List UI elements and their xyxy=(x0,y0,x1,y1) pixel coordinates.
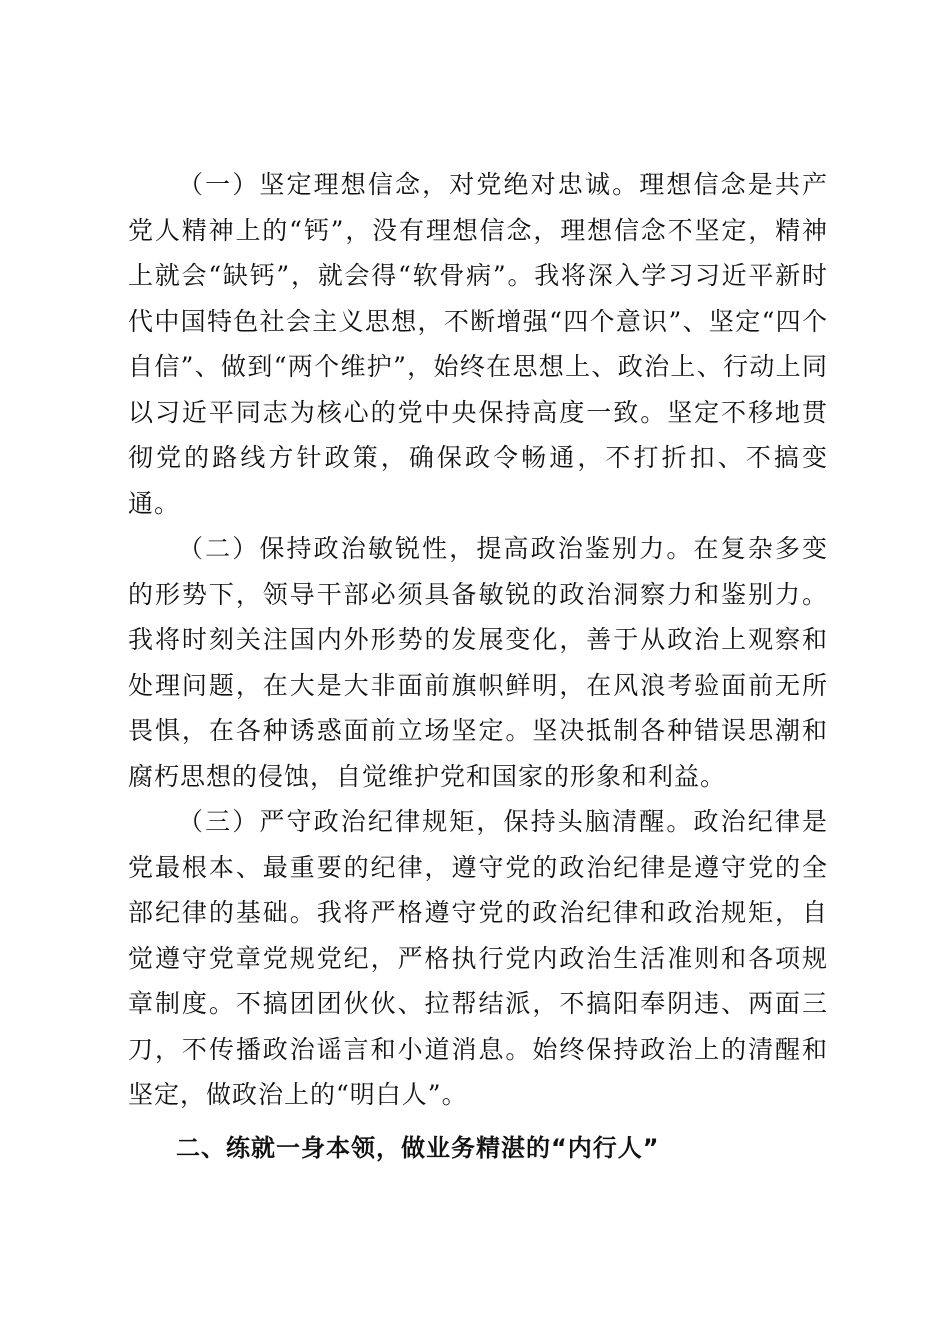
paragraph-2-lead: （二）保持政治敏锐性，提高政治鉴别力。 xyxy=(178,534,694,563)
paragraph-1 xyxy=(128,162,828,526)
section-heading: 二、练就一身本领，做业务精湛的“内行人” xyxy=(176,1133,660,1162)
paragraph-1-body: 理想信念是共产党人精神上的“钙”，没有理想信念，理想信念不坚定，精神上就会“缺钙”，就会得“软骨病”。我将深入学习习近平新时代中国特色社会主义思想，不断增强“四个意识”、坚定“四个自信”、做到“两个维护”，始终在思想上、政治上、行动上同以习近平同志为核心的党中央保持高度一致。坚定不移地贯彻党的路线方针政策，确保政令畅通，不打折扣、不搞变通。 xyxy=(128,170,828,518)
paragraph-3-body: 政治纪律是党最根本、最重要的纪律，遵守党的政治纪律是遵守党的全部纪律的基础。我将严格遵守党的政治纪律和政治规矩，自觉遵守党章党规党纪，严格执行党内政治生活准则和各项规章制度。不搞团团伙伙、拉帮结派，不搞阳奉阴违、两面三刀，不传播政治谣言和小道消息。始终保持政治上的清醒和坚定，做政治上的“明白人”。 xyxy=(128,807,828,1109)
paragraph-1-lead: （一）坚定理想信念，对党绝对忠诚。 xyxy=(178,170,640,199)
paragraph-3-lead: （三）严守政治纪律规矩，保持头脑清醒。 xyxy=(178,807,694,836)
document-body xyxy=(128,162,828,1174)
paragraph-2-body: 在复杂多变的形势下，领导干部必须具备敏锐的政治洞察力和鉴别力。我将时刻关注国内外形势的发展变化，善于从政治上观察和处理问题，在大是大非面前旗帜鲜明，在风浪考验面前无所畏惧，在各种诱惑面前立场坚定。坚决抵制各种错误思潮和腐朽思想的侵蚀，自觉维护党和国家的形象和利益。 xyxy=(128,534,828,791)
paragraph-3 xyxy=(128,799,828,1118)
paragraph-2 xyxy=(128,526,828,799)
